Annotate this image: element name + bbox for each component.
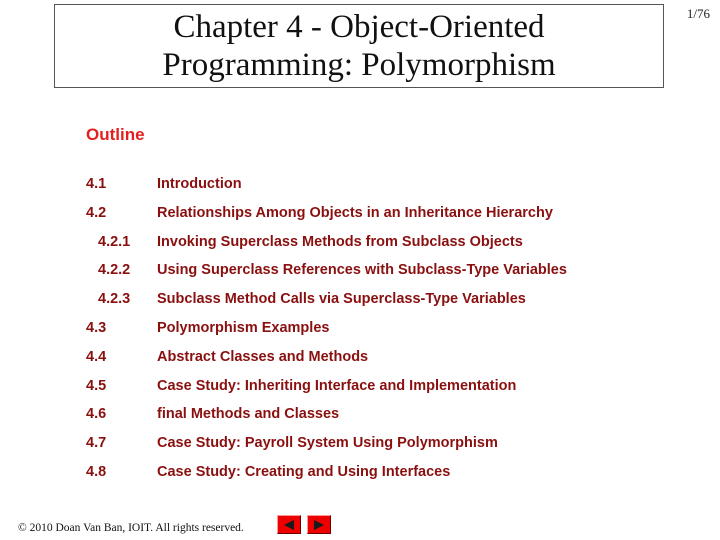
slide-title	[54, 4, 664, 88]
outline-item-text: Subclass Method Calls via Superclass-Type Variables	[157, 291, 526, 308]
outline-heading: Outline	[86, 125, 145, 144]
outline-item-text: Case Study: Payroll System Using Polymorphism	[157, 435, 498, 452]
slide-title-line-2: Programming: Polymorphism	[162, 47, 556, 83]
outline-item	[86, 176, 686, 205]
next-slide-button[interactable]	[307, 515, 331, 534]
slide-page-indicator: 1/76	[686, 6, 710, 21]
outline-item-number: 4.1	[86, 176, 107, 192]
triangle-left-icon	[282, 519, 296, 531]
outline-item	[86, 205, 686, 234]
outline-item-text: Invoking Superclass Methods from Subclass Objects	[157, 233, 523, 250]
outline-item-text: Case Study: Inheriting Interface and Implementation	[157, 377, 517, 394]
slide-title-line-1: Chapter 4 - Object-Oriented	[173, 9, 545, 45]
previous-slide-button[interactable]	[277, 515, 301, 534]
outline-item-number: 4.7	[86, 435, 107, 452]
outline-item	[86, 464, 686, 493]
outline-item-text: Relationships Among Objects in an Inheritance Hierarchy	[157, 204, 553, 221]
outline-item-text: Introduction	[157, 176, 242, 192]
outline-item-number: 4.6	[86, 406, 107, 423]
outline-item-number: 4.2.3	[98, 291, 131, 308]
outline-item	[86, 406, 686, 435]
outline-item-number: 4.4	[86, 348, 107, 365]
outline-item-number: 4.2.1	[98, 233, 131, 250]
outline-item	[86, 435, 686, 464]
outline-item-number: 4.5	[86, 377, 107, 394]
outline-item	[86, 320, 686, 349]
outline-item-text: Abstract Classes and Methods	[157, 348, 369, 365]
outline-item	[86, 234, 686, 263]
outline-item-number: 4.3	[86, 319, 107, 336]
outline-item-number: 4.2.2	[98, 262, 131, 279]
triangle-right-icon	[312, 519, 326, 531]
outline-item	[86, 291, 686, 320]
outline-item	[86, 378, 686, 407]
outline-list	[86, 176, 686, 493]
outline-item-text: Case Study: Creating and Using Interfaces	[157, 463, 451, 480]
outline-item-text: Polymorphism Examples	[157, 319, 330, 336]
copyright-footer: © 2010 Doan Van Ban, IOIT. All rights reserved.	[18, 522, 244, 534]
outline-item-number: 4.2	[86, 204, 107, 221]
outline-item-number: 4.8	[86, 463, 107, 480]
outline-item	[86, 262, 686, 291]
outline-item	[86, 349, 686, 378]
outline-item-text: Using Superclass References with Subclass-Type Variables	[157, 262, 567, 279]
outline-item-text: final Methods and Classes	[157, 406, 340, 423]
